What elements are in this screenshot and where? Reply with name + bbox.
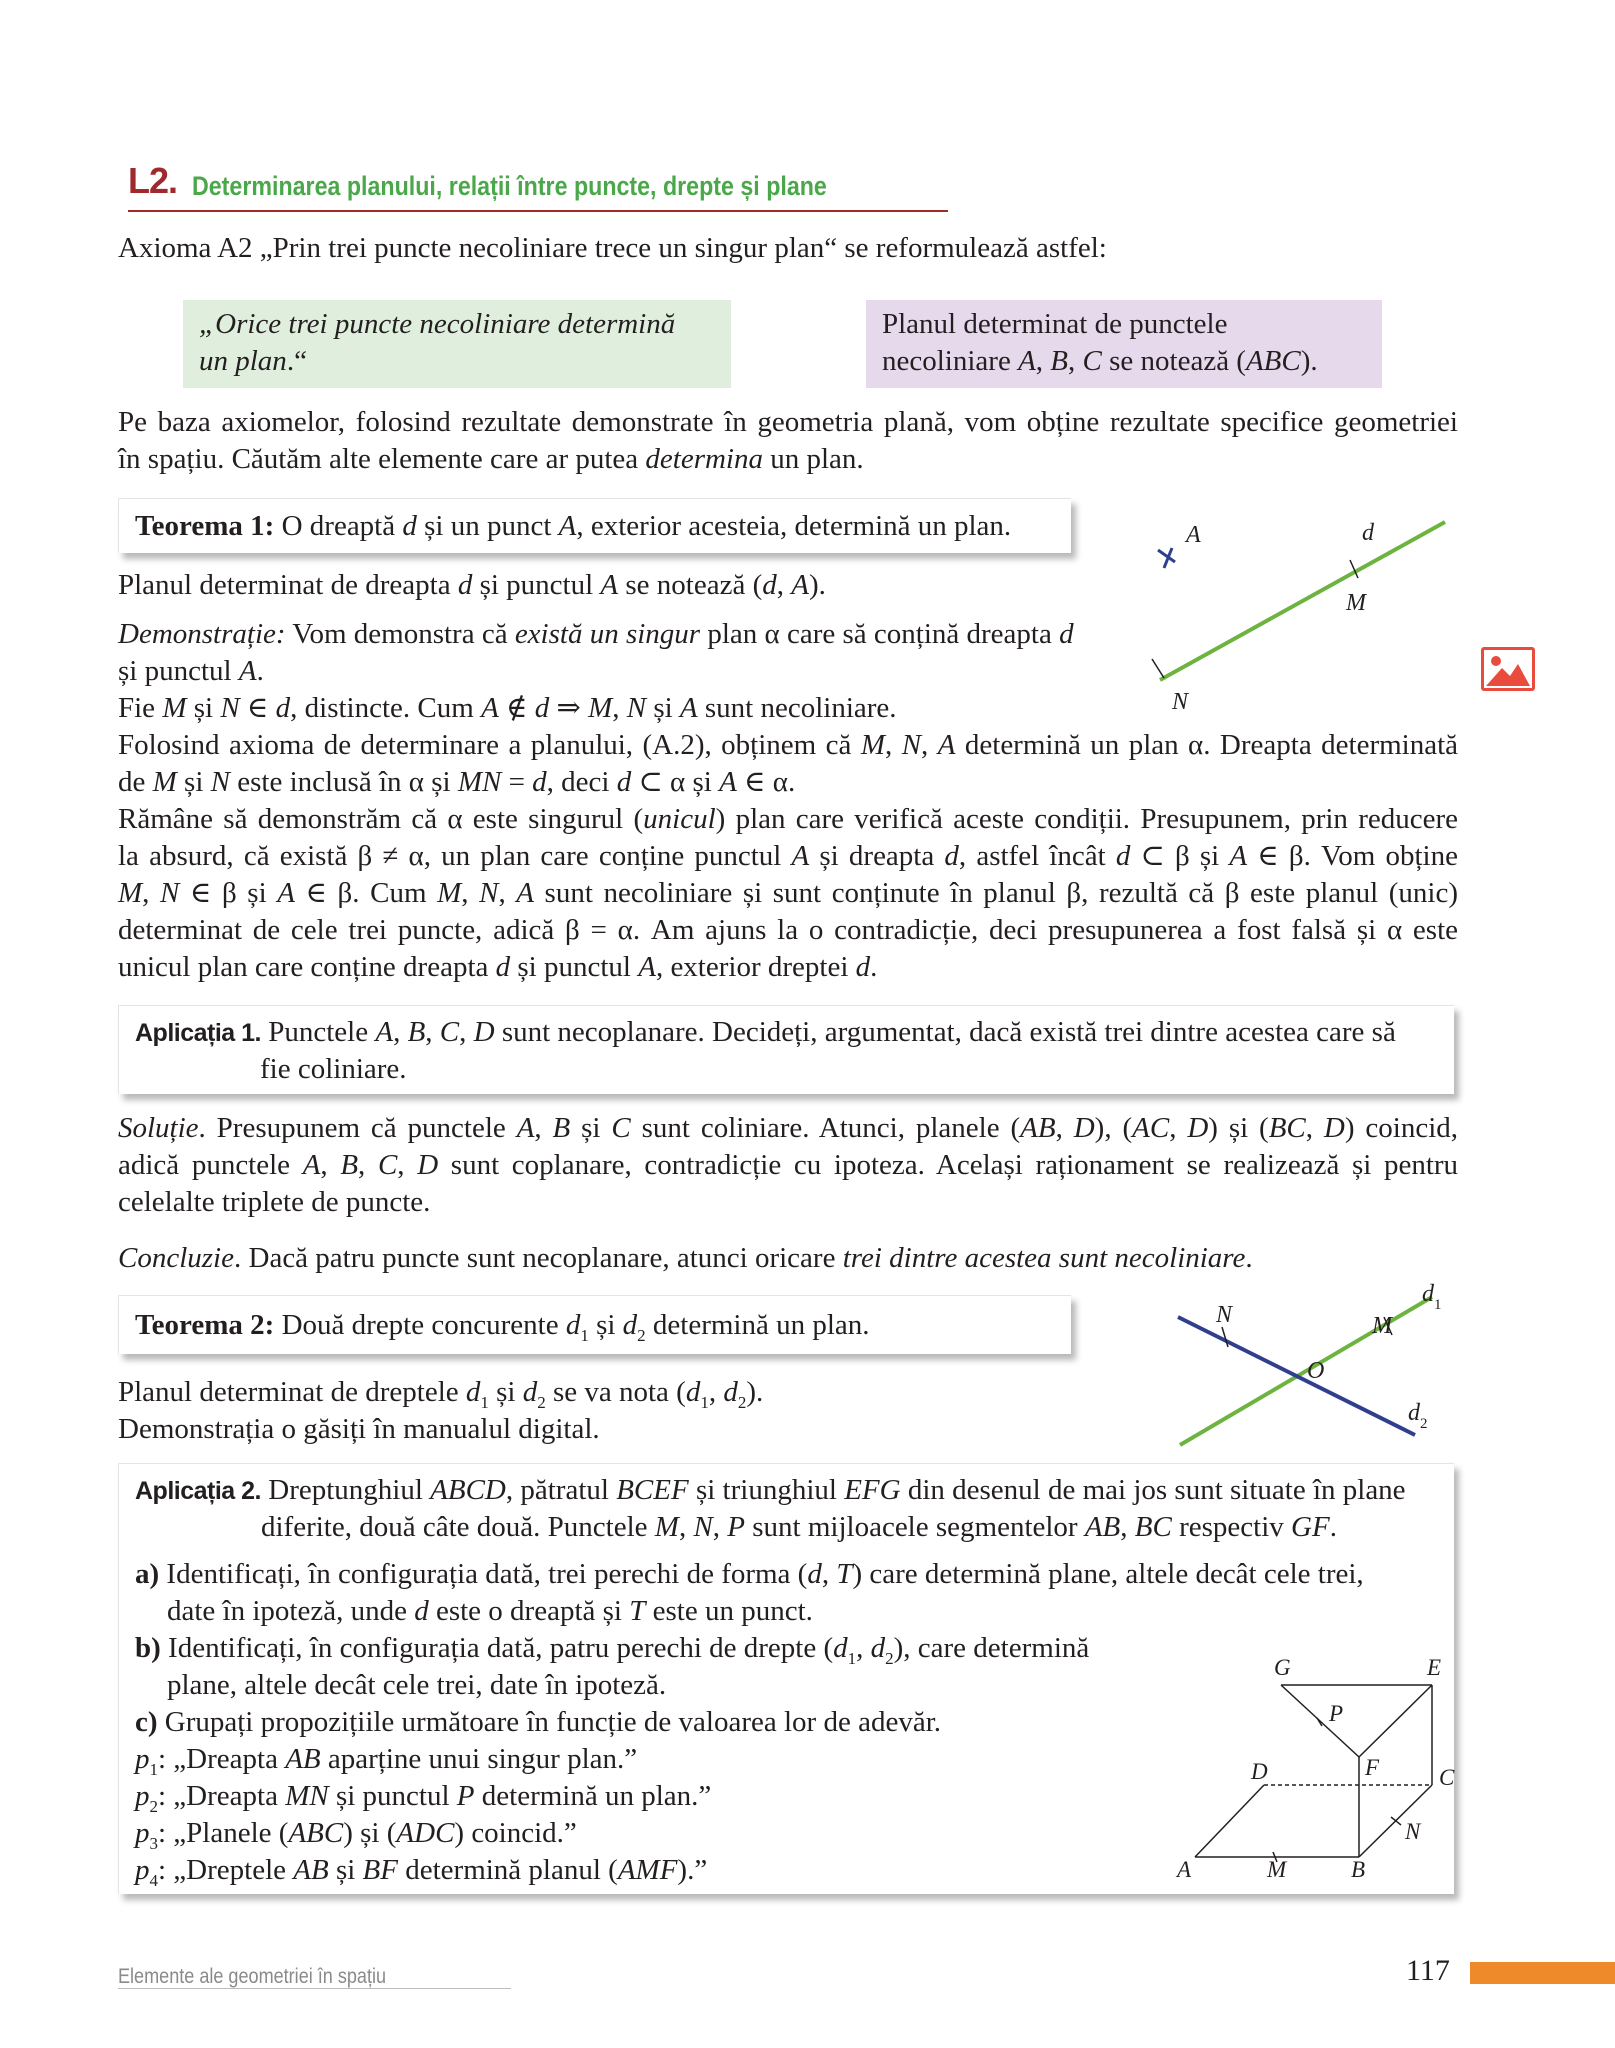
item-a: date în ipoteză, unde d este o dreaptă și T este un punct.: [167, 1595, 813, 1627]
label-d: d: [1362, 520, 1374, 546]
axiom-reformulation-text: „Orice trei puncte necoliniare determină un plan.“: [199, 308, 676, 377]
item-b: b) Identificați, în configurația dată, patru perechi de drepte ($d_1$, $d_2$), care determină: [135, 1632, 1090, 1668]
paragraph-line: Soluție. Presupunem că punctele A, B și C sunt coliniare. Atunci, planele (AB, D), (AC, D) și (BC, D) coincid,: [118, 1112, 1459, 1144]
proposition-p3: $p_3$: „Planele (ABC) și (ADC) coincid.”: [135, 1817, 577, 1853]
application-1-text: Aplicația 1. Punctele A, B, C, D sunt necoplanare. Decideți, argumentat, dacă există trei dintre acestea care să: [135, 1016, 1396, 1048]
application-2-text: Aplicația 2. Dreptunghiul ABCD, pătratul BCEF și triunghiul EFG din desenul de mai jos sunt situate în plane: [135, 1474, 1406, 1506]
proposition-p1: $p_1$: „Dreapta AB aparține unui singur plan.”: [135, 1743, 638, 1779]
item-c: c) Grupați propozițiile următoare în funcție de valoarea lor de adevăr.: [135, 1706, 941, 1738]
label-c: C: [1439, 1765, 1455, 1790]
label-g: G: [1274, 1655, 1291, 1680]
theorem-2-card: [118, 1295, 1071, 1354]
application-2-text: diferite, două câte două. Punctele M, N, P sunt mijloacele segmentelor AB, BC respectiv GF.: [261, 1511, 1337, 1543]
item-a: a) Identificați, în configurația dată, trei perechi de forma (d, T) care determină plane, altele decât cele trei,: [135, 1558, 1364, 1590]
image-icon[interactable]: [1481, 647, 1535, 691]
theorem-1-text: Teorema 1: O dreaptă d și un punct A, exterior acesteia, determină un plan.: [135, 510, 1012, 542]
application-1-card: [118, 1005, 1454, 1094]
paragraph-line: Planul determinat de dreapta d și punctul A se notează (d, A).: [118, 569, 826, 601]
intro-line: Axioma A2 „Prin trei puncte necoliniare trece un singur plan“ se reformulează astfel:: [118, 232, 1107, 264]
application-2-card: [118, 1463, 1454, 1894]
label-n: N: [1405, 1819, 1421, 1844]
label-m: M: [1346, 590, 1366, 616]
lesson-header: [128, 160, 948, 212]
paragraph-line: Planul determinat de dreptele $d_1$ și $d_2$ se va nota ($d_1$, $d_2$).: [118, 1376, 764, 1412]
label-d1: $d_1$: [1422, 1281, 1442, 1313]
theorem-2-text: Teorema 2: Două drepte concurente $d_1$ și $d_2$ determină un plan.: [135, 1309, 870, 1345]
segment-ad: [1195, 1785, 1264, 1857]
lesson-number: L2.: [128, 160, 178, 201]
label-f: F: [1365, 1755, 1380, 1780]
plane-notation-text: Planul determinat de punctele necoliniare A, B, C se notează (ABC).: [882, 308, 1318, 377]
paragraph-line: de M și N este inclusă în α și MN = d, deci d ⊂ α și A ∈ α.: [118, 766, 796, 798]
label-n: N: [1172, 689, 1189, 715]
paragraph-line: adică punctele A, B, C, D sunt coplanare, contradicție cu ipoteza. Același raționament se realizează și pentru: [118, 1149, 1459, 1181]
image-icon-glyph: [1484, 650, 1532, 688]
paragraph-line: unicul plan care conține dreapta d și punctul A, exterior dreptei d.: [118, 951, 878, 983]
footer-divider: [118, 1988, 511, 1989]
paragraph-line: Concluzie. Dacă patru puncte sunt necoplanare, atunci oricare trei dintre acestea sunt necoliniare.: [118, 1242, 1253, 1274]
tick-n: [1222, 1327, 1228, 1347]
page-accent-bar: [1470, 1962, 1615, 1984]
label-a: A: [1177, 1857, 1192, 1879]
item-b: plane, altele decât cele trei, date în ipoteză.: [167, 1669, 667, 1701]
paragraph-line: celelalte triplete de puncte.: [118, 1186, 431, 1218]
figure-spatial-configuration: [1169, 1649, 1459, 1879]
label-e: E: [1427, 1655, 1442, 1680]
label-d2: $d_2$: [1408, 1400, 1428, 1432]
paragraph-line: Pe baza axiomelor, folosind rezultate demonstrate în geometria plană, vom obține rezultate specifice geometriei: [118, 406, 1458, 438]
paragraph-line: și punctul A.: [118, 655, 264, 687]
theorem-1-card: [118, 498, 1071, 553]
segment-fe: [1359, 1685, 1432, 1757]
proposition-p2: $p_2$: „Dreapta MN și punctul P determină un plan.”: [135, 1780, 712, 1816]
label-m: M: [1372, 1313, 1392, 1339]
label-m: M: [1267, 1857, 1287, 1879]
label-a: A: [1186, 522, 1201, 548]
paragraph-line: Demonstrația o găsiți în manualul digital.: [118, 1413, 600, 1445]
paragraph-line: determinat de cele trei puncte, adică β = α. Am ajuns la o contradicție, deci presupunerea a fost falsă și α este: [118, 914, 1458, 946]
lesson-title: Determinarea planului, relații între puncte, drepte și plane: [192, 171, 827, 201]
paragraph-line: M, N ∈ β și A ∈ β. Cum M, N, A sunt necoliniare și sunt conținute în planul β, rezultă că β este planul (unic): [118, 877, 1459, 909]
axiom-reformulation-box: [183, 300, 731, 388]
page-number: 117: [1406, 1954, 1450, 1987]
footer-chapter-title: Elemente ale geometriei în spațiu: [118, 1965, 387, 1988]
label-p: P: [1329, 1701, 1344, 1726]
paragraph-line: Folosind axioma de determinare a planului, (A.2), obținem că M, N, A determină un plan α. Dreapta determinată: [118, 729, 1459, 761]
application-1-text: fie coliniare.: [260, 1053, 407, 1085]
label-d: D: [1251, 1759, 1268, 1784]
paragraph-line: în spațiu. Căutăm alte elemente care ar putea determina un plan.: [118, 443, 864, 475]
paragraph-line: Demonstrație: Vom demonstra că există un singur plan α care să conțină dreapta d: [118, 618, 1074, 650]
segment-gf: [1281, 1685, 1359, 1757]
proposition-p4: $p_4$: „Dreptele AB și BF determină planul (AMF).”: [135, 1854, 708, 1890]
label-n: N: [1216, 1302, 1233, 1328]
paragraph-line: Rămâne să demonstrăm că α este singurul (unicul) plan care verifică aceste condiții. Presupunem, prin reducere: [118, 803, 1458, 835]
plane-notation-box: [866, 300, 1382, 388]
paragraph-line: la absurd, că există β ≠ α, un plan care conține punctul A și dreapta d, astfel încât d ⊂ β și A ∈ β. Vom obține: [118, 840, 1458, 872]
label-b: B: [1351, 1857, 1366, 1879]
label-o: O: [1307, 1358, 1325, 1384]
paragraph-line: Fie M și N ∈ d, distincte. Cum A ∉ d ⇒ M, N și A sunt necoliniare.: [118, 692, 897, 724]
